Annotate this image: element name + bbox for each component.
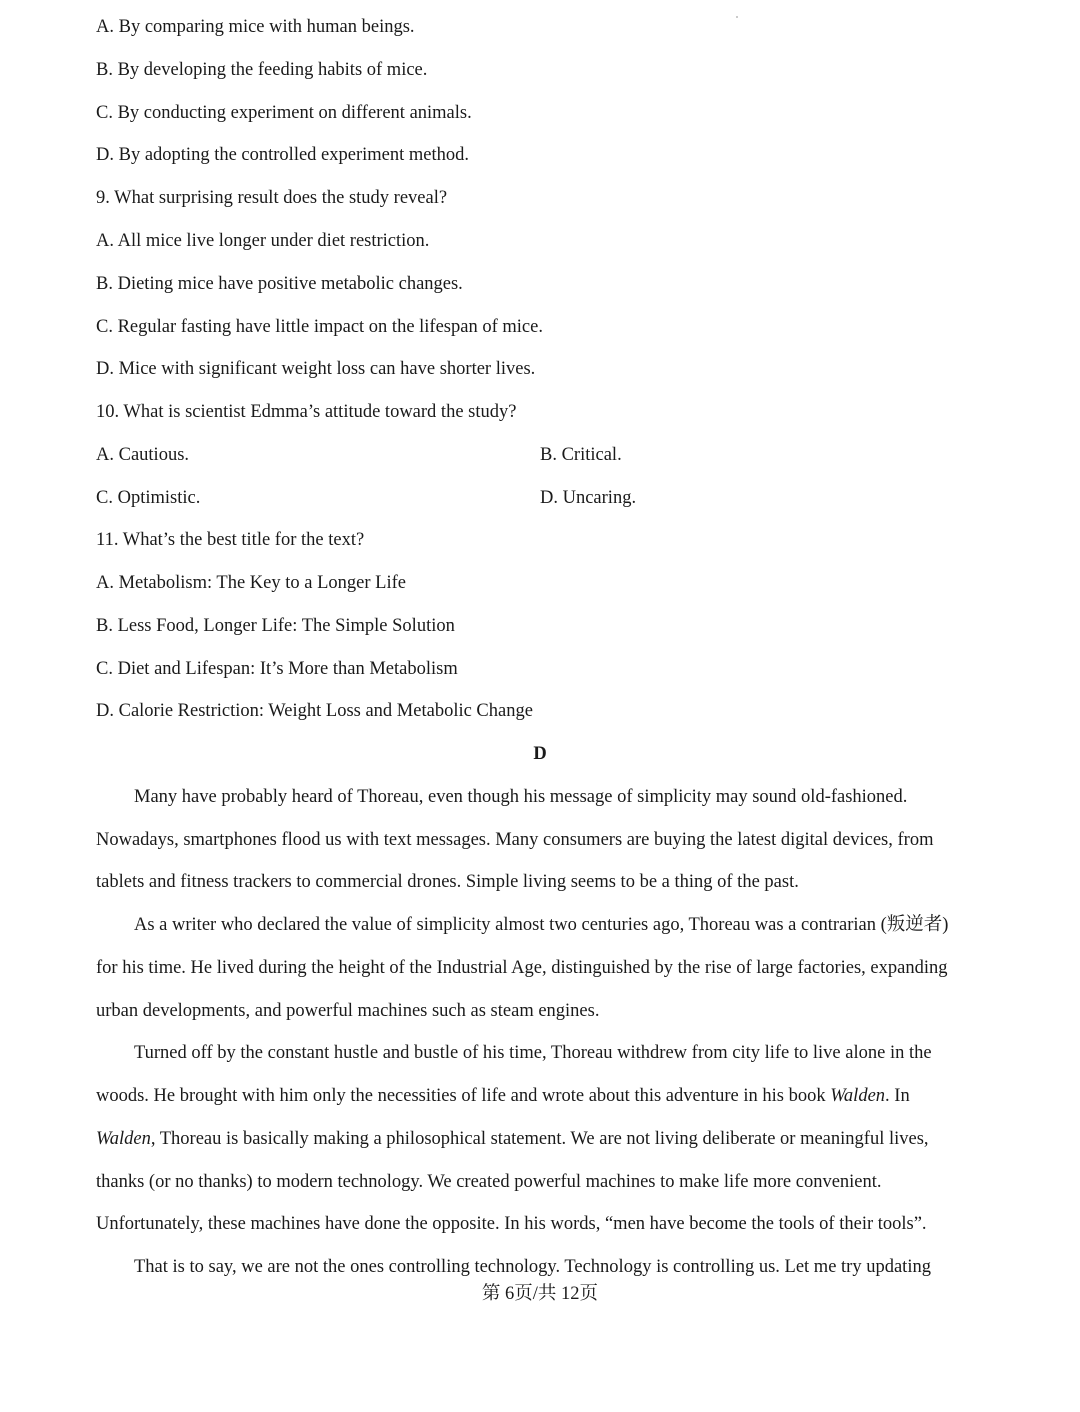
passage-p3-line3 [96, 1130, 929, 1149]
q9-option-d: D. Mice with significant weight loss can have shorter lives. [96, 359, 536, 379]
passage-p3-line2 [96, 1087, 910, 1106]
passage-p2-line2: for his time. He lived during the height of the Industrial Age, distinguished by the rise of large factories, expanding [96, 958, 948, 978]
passage-p3-line4: thanks (or no thanks) to modern technology. We created powerful machines to make life more convenient. [96, 1172, 882, 1192]
q8-option-b: B. By developing the feeding habits of mice. [96, 60, 428, 80]
p3-line2-text: woods. He brought with him only the necessities of life and wrote about this adventure in his book [96, 1086, 831, 1106]
q10-option-a: A. Cautious. [96, 445, 190, 465]
passage-p2-line1: As a writer who declared the value of simplicity almost two centuries ago, Thoreau was a contrarian (叛逆者) [134, 915, 949, 935]
passage-p1-line2: Nowadays, smartphones flood us with text messages. Many consumers are buying the latest digital devices, from [96, 830, 934, 850]
q11-option-d: D. Calorie Restriction: Weight Loss and Metabolic Change [96, 701, 533, 721]
passage-p1-line1: Many have probably heard of Thoreau, even though his message of simplicity may sound old-fashioned. [134, 787, 908, 807]
q8-option-a: A. By comparing mice with human beings. [96, 17, 415, 37]
q11-option-b: B. Less Food, Longer Life: The Simple Solution [96, 616, 455, 636]
scan-speck [736, 16, 738, 18]
q10-option-b: B. Critical. [540, 445, 622, 465]
p3-line2-end: . In [885, 1086, 910, 1106]
q8-option-d: D. By adopting the controlled experiment method. [96, 145, 469, 165]
passage-p3-line1: Turned off by the constant hustle and bustle of his time, Thoreau withdrew from city life to live alone in the [134, 1043, 932, 1063]
passage-p1-line3: tablets and fitness trackers to commercial drones. Simple living seems to be a thing of the past. [96, 872, 799, 892]
q10-option-d: D. Uncaring. [540, 488, 637, 508]
passage-p4-line1: That is to say, we are not the ones controlling technology. Technology is controlling us. Let me try updating [134, 1257, 931, 1277]
passage-p3-line5: Unfortunately, these machines have done the opposite. In his words, “men have become the tools of their tools”. [96, 1214, 927, 1234]
q10-question: 10. What is scientist Edmma’s attitude toward the study? [96, 402, 517, 422]
page-number-footer: 第 6页/共 12页 [481, 1284, 599, 1304]
q11-option-a: A. Metabolism: The Key to a Longer Life [96, 573, 406, 593]
q11-question: 11. What’s the best title for the text? [96, 530, 365, 550]
p3-line3-text: , Thoreau is basically making a philosophical statement. We are not living deliberate or meaningful lives, [150, 1129, 929, 1149]
q9-option-a: A. All mice live longer under diet restriction. [96, 231, 430, 251]
q9-option-c: C. Regular fasting have little impact on the lifespan of mice. [96, 317, 543, 337]
passage-p2-line3: urban developments, and powerful machines such as steam engines. [96, 1001, 600, 1021]
book-title-walden: Walden [830, 1086, 886, 1106]
q11-option-c: C. Diet and Lifespan: It’s More than Metabolism [96, 659, 458, 679]
book-title-walden-2: Walden [96, 1129, 151, 1149]
q9-question: 9. What surprising result does the study reveal? [96, 188, 448, 208]
q8-option-c: C. By conducting experiment on different animals. [96, 103, 472, 123]
q9-option-b: B. Dieting mice have positive metabolic changes. [96, 274, 463, 294]
section-d-heading: D [533, 744, 547, 764]
q10-option-c: C. Optimistic. [96, 488, 201, 508]
